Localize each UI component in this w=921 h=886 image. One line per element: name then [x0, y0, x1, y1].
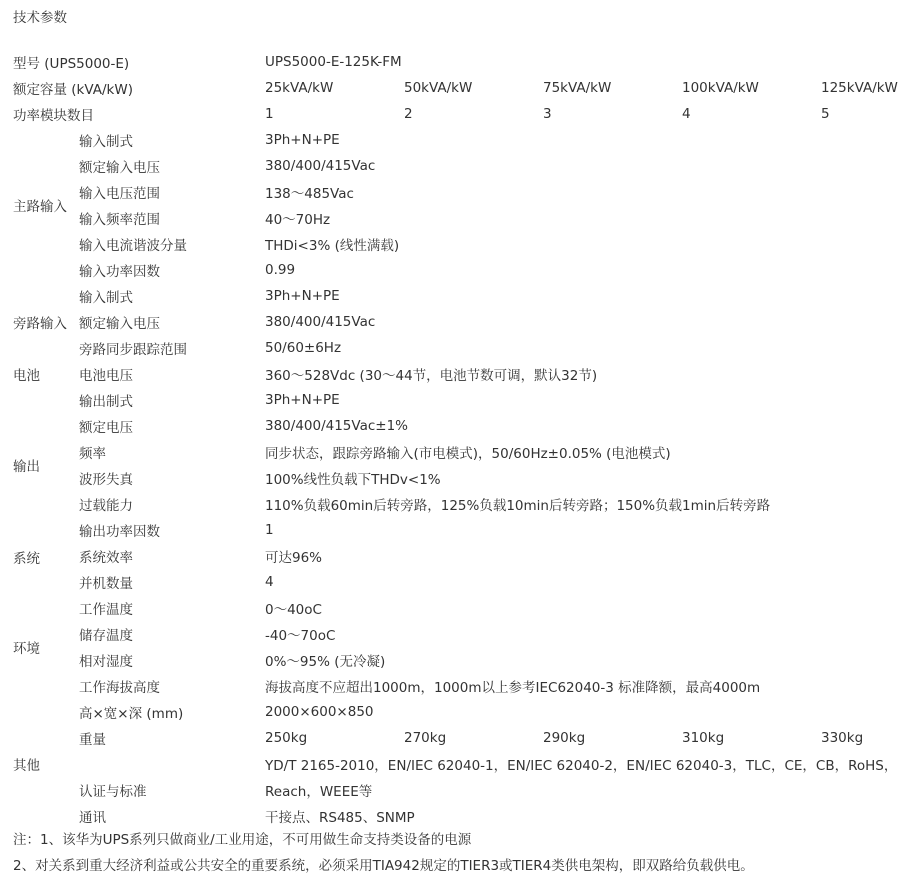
row-label: 电池电压	[79, 368, 133, 384]
row-value: 0～40oC	[265, 602, 322, 618]
row-value: 50/60±6Hz	[265, 340, 342, 356]
row-value: 40～70Hz	[265, 212, 331, 228]
row-value: 138～485Vac	[265, 186, 354, 202]
row-label: 额定输入电压	[79, 316, 160, 332]
spec-table	[0, 49, 921, 829]
table-row	[0, 361, 921, 387]
capacity-value: 100kVA/kW	[682, 80, 759, 96]
table-row	[0, 725, 921, 751]
table-row	[0, 101, 921, 127]
table-row	[0, 387, 921, 413]
group-label-other: 其他	[13, 758, 40, 774]
row-value: -40～70oC	[265, 628, 336, 644]
weight-value: 330kg	[821, 730, 864, 746]
table-row	[0, 335, 921, 361]
row-value: 100%线性负载下THDv<1%	[265, 472, 441, 488]
row-label: 输出制式	[79, 394, 133, 410]
row-label: 输入制式	[79, 134, 133, 150]
row-label: 工作温度	[79, 602, 133, 618]
group-label-system: 系统	[13, 551, 40, 567]
module-count: 1	[265, 106, 274, 122]
group-label-bypass-input: 旁路输入	[13, 316, 67, 332]
row-label: 输入电流谐波分量	[79, 238, 187, 254]
row-value: 110%负载60min后转旁路，125%负载10min后转旁路；150%负载1min后转旁路	[265, 498, 771, 514]
table-row	[0, 127, 921, 153]
table-row	[0, 179, 921, 205]
row-label: 过载能力	[79, 498, 133, 514]
row-label: 并机数量	[79, 576, 133, 592]
module-count: 5	[821, 106, 830, 122]
row-value: 360～528Vdc (30～44节，电池节数可调，默认32节)	[265, 368, 598, 384]
table-row	[0, 777, 921, 803]
table-row	[0, 517, 921, 543]
group-label-output: 输出	[13, 459, 40, 475]
row-label: 输入功率因数	[79, 264, 160, 280]
row-label: 输出功率因数	[79, 524, 160, 540]
module-count: 3	[543, 106, 552, 122]
table-row	[0, 621, 921, 647]
row-label: 波形失真	[79, 472, 133, 488]
table-row	[0, 231, 921, 257]
row-label: 输入制式	[79, 290, 133, 306]
row-label: 高×宽×深 (mm)	[79, 706, 184, 722]
row-value: 3Ph+N+PE	[265, 132, 340, 148]
row-value: 干接点、RS485、SNMP	[265, 810, 415, 826]
row-value: 3Ph+N+PE	[265, 288, 340, 304]
weight-value: 250kg	[265, 730, 308, 746]
table-row	[0, 413, 921, 439]
row-label: 功率模块数目	[13, 108, 94, 124]
weight-value: 310kg	[682, 730, 725, 746]
table-row	[0, 543, 921, 569]
capacity-value: 125kVA/kW	[821, 80, 898, 96]
row-label: 额定电压	[79, 420, 133, 436]
row-label: 额定输入电压	[79, 160, 160, 176]
table-row	[0, 673, 921, 699]
notes	[13, 827, 754, 879]
module-count: 2	[404, 106, 413, 122]
table-row	[0, 751, 921, 777]
row-value: 380/400/415Vac	[265, 314, 376, 330]
row-label: 重量	[79, 732, 106, 748]
row-label: 型号 (UPS5000-E)	[13, 56, 130, 72]
row-value: UPS5000-E-125K-FM	[265, 54, 402, 70]
row-value: 0.99	[265, 262, 296, 278]
group-label-main-input: 主路输入	[13, 199, 67, 215]
table-row	[0, 465, 921, 491]
row-value-cert-line2: Reach，WEEE等	[265, 784, 373, 800]
table-row	[0, 569, 921, 595]
row-label: 输入电压范围	[79, 186, 160, 202]
row-value: THDi<3% (线性满载)	[265, 238, 400, 254]
group-label-battery: 电池	[13, 368, 40, 384]
row-value-cert-line1: YD/T 2165-2010，EN/IEC 62040-1，EN/IEC 62040-2，EN/IEC 62040-3，TLC，CE，CB，RoHS，	[265, 758, 898, 774]
row-value: 0%～95% (无冷凝)	[265, 654, 386, 670]
row-value: 380/400/415Vac±1%	[265, 418, 409, 434]
row-value: 海拔高度不应超出1000m，1000m以上参考IEC62040-3 标准降额，最高4000m	[265, 680, 761, 696]
module-count: 4	[682, 106, 691, 122]
row-label: 相对湿度	[79, 654, 133, 670]
table-row	[0, 205, 921, 231]
table-row	[0, 699, 921, 725]
table-row	[0, 283, 921, 309]
row-value: 4	[265, 574, 274, 590]
weight-value: 270kg	[404, 730, 447, 746]
note-2: 2、对关系到重大经济利益或公共安全的重要系统，必须采用TIA942规定的TIER3或TIER4类供电架构，即双路给负载供电。	[13, 858, 754, 874]
note-1: 注：1、该华为UPS系列只做商业/工业用途，不可用做生命支持类设备的电源	[13, 832, 472, 848]
table-row	[0, 75, 921, 101]
capacity-value: 50kVA/kW	[404, 80, 473, 96]
row-value: 3Ph+N+PE	[265, 392, 340, 408]
row-label	[79, 751, 263, 777]
row-value: 可达96%	[265, 550, 323, 566]
row-label: 储存温度	[79, 628, 133, 644]
row-label: 额定容量 (kVA/kW)	[13, 82, 133, 98]
table-row	[0, 257, 921, 283]
row-label: 输入频率范围	[79, 212, 160, 228]
page-title: 技术参数	[13, 10, 67, 26]
row-value: 380/400/415Vac	[265, 158, 376, 174]
capacity-value: 75kVA/kW	[543, 80, 612, 96]
table-row	[0, 439, 921, 465]
capacity-value: 25kVA/kW	[265, 80, 334, 96]
table-row	[0, 491, 921, 517]
row-label: 工作海拔高度	[79, 680, 160, 696]
table-row	[0, 595, 921, 621]
group-label-environment: 环境	[13, 641, 40, 657]
table-row	[0, 647, 921, 673]
row-label: 系统效率	[79, 550, 133, 566]
row-label: 旁路同步跟踪范围	[79, 342, 187, 358]
table-row	[0, 49, 921, 75]
weight-value: 290kg	[543, 730, 586, 746]
table-row	[0, 309, 921, 335]
table-row	[0, 803, 921, 829]
row-label: 认证与标准	[79, 784, 147, 800]
row-value: 同步状态，跟踪旁路输入(市电模式)，50/60Hz±0.05% (电池模式)	[265, 446, 671, 462]
table-row	[0, 153, 921, 179]
row-label: 频率	[79, 446, 106, 462]
row-value: 2000×600×850	[265, 704, 374, 720]
row-value: 1	[265, 522, 274, 538]
row-label: 通讯	[79, 810, 106, 826]
